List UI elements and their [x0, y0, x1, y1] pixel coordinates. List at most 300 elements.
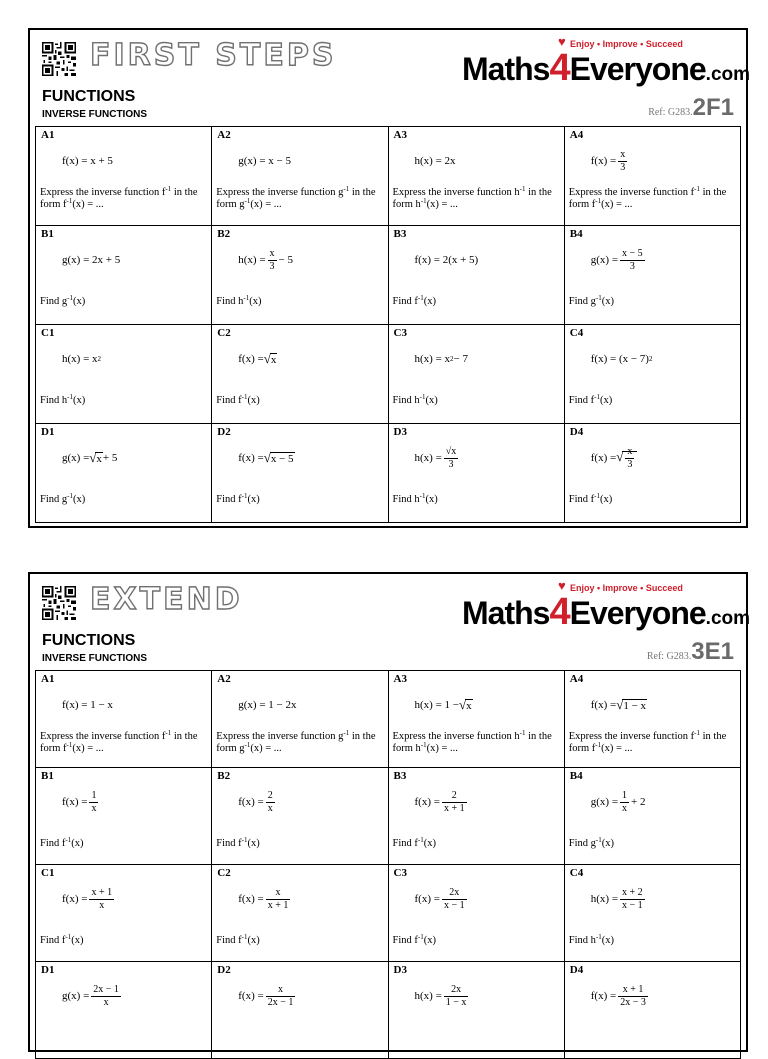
- superscript: -1: [417, 294, 424, 302]
- math-text: f(x) =: [238, 990, 264, 1002]
- square-root: [89, 450, 103, 466]
- heart-icon: ♥: [558, 578, 566, 593]
- question-task: [216, 494, 385, 506]
- math-text: Find f: [40, 935, 66, 946]
- math-text: Find f: [392, 838, 418, 849]
- numerator: 2x − 1: [93, 984, 119, 995]
- question-label: B2: [217, 228, 231, 240]
- math-text: h(x) =: [590, 893, 619, 905]
- question-cell: [212, 865, 388, 962]
- function-definition: [591, 782, 646, 822]
- reference-label: Ref: G283.: [648, 107, 693, 118]
- math-text: f(x) = 2(x + 5): [414, 254, 479, 266]
- function-definition: [238, 782, 276, 822]
- math-text: Find g: [40, 494, 68, 505]
- math-text: (x): [425, 395, 438, 406]
- question-label: C4: [569, 867, 584, 879]
- question-label: D3: [393, 964, 407, 976]
- math-text: Find f: [568, 395, 595, 406]
- superscript: -1: [595, 197, 602, 206]
- question-task: [393, 296, 562, 308]
- numerator: x: [266, 984, 296, 997]
- logo-wordmark: [462, 49, 750, 87]
- math-text: (x): [599, 395, 613, 406]
- denominator: 3: [269, 260, 275, 272]
- superscript: -1: [594, 492, 600, 500]
- fraction: [444, 984, 469, 1008]
- question-label: D1: [41, 426, 55, 438]
- function-definition: h(x) = x 2 − 7: [414, 353, 468, 365]
- math-text: (x) = ...: [72, 199, 104, 211]
- question-cell: [36, 768, 212, 865]
- question-label: A4: [569, 673, 584, 685]
- math-text: f(x) =: [414, 893, 440, 905]
- math-text: (x): [423, 838, 436, 849]
- question-cell: [212, 226, 388, 325]
- square-root: [264, 351, 278, 367]
- superscript: -1: [241, 492, 248, 500]
- numerator: x: [627, 446, 633, 457]
- question-label: B3: [393, 228, 407, 240]
- math-text: in the form f: [568, 731, 727, 755]
- question-task: [393, 494, 562, 506]
- math-text: (x) = ...: [72, 743, 104, 755]
- function-definition: [415, 438, 461, 478]
- superscript: -1: [241, 393, 248, 401]
- question-label: A1: [41, 673, 55, 685]
- numerator: x − 5: [622, 248, 643, 259]
- math-text: g(x) = 1 − 2x: [238, 699, 297, 711]
- question-task: [393, 187, 562, 211]
- math-text: (x): [247, 395, 260, 406]
- math-text: (x): [247, 935, 260, 946]
- math-text: − 5: [278, 254, 293, 266]
- superscript: -1: [595, 933, 602, 941]
- question-task: [393, 731, 562, 755]
- superscript: -1: [519, 729, 526, 737]
- math-text: in the form g: [216, 731, 376, 755]
- math-text: f(x) =: [590, 990, 617, 1002]
- math-text: Find h: [216, 296, 244, 307]
- question-cell: [565, 962, 741, 1059]
- question-cell: [36, 424, 212, 523]
- question-label: B1: [41, 770, 54, 782]
- function-definition: [591, 879, 647, 919]
- reference-code: 3E1: [691, 638, 734, 665]
- question-grid: [35, 126, 741, 523]
- superscript: -1: [694, 729, 700, 737]
- fraction: [89, 887, 114, 911]
- fraction: [442, 790, 467, 814]
- fraction: [620, 248, 645, 272]
- question-cell: [212, 768, 388, 865]
- function-definition: [62, 240, 120, 280]
- function-definition: [591, 438, 638, 478]
- function-definition: [62, 976, 123, 1016]
- function-definition: [415, 976, 471, 1016]
- question-cell: [212, 127, 388, 226]
- question-label: A2: [217, 673, 231, 685]
- question-grid: [35, 670, 741, 1059]
- fraction: [444, 446, 459, 470]
- question-task: [569, 935, 738, 947]
- math-text: f(x) =: [238, 353, 264, 365]
- qr-code-icon: [42, 42, 76, 76]
- superscript: -1: [595, 836, 602, 844]
- numerator: 2: [442, 790, 467, 803]
- math-text: in the form f: [40, 187, 198, 211]
- math-text: Find f: [216, 494, 242, 505]
- subtopic-title: INVERSE FUNCTIONS: [42, 653, 148, 664]
- question-label: D1: [41, 964, 55, 976]
- function-definition: [62, 685, 113, 725]
- math-text: (x): [247, 838, 260, 849]
- math-text: Find f: [40, 838, 66, 849]
- math-text: h(x) = x: [62, 353, 98, 365]
- math-text: Find f: [216, 395, 242, 406]
- question-task: [216, 296, 385, 308]
- superscript: -1: [241, 836, 248, 844]
- math-text: Find g: [568, 296, 596, 307]
- math-text: (x) = ...: [426, 743, 458, 755]
- function-definition: [238, 141, 291, 181]
- math-text: g(x) = x − 5: [238, 155, 291, 167]
- math-text: Find g: [568, 838, 596, 849]
- fraction: [89, 790, 98, 814]
- math-text: Express the inverse function h: [392, 187, 520, 198]
- fraction: [91, 984, 121, 1008]
- math-text: (x): [599, 494, 613, 505]
- superscript: -1: [595, 741, 602, 750]
- question-cell: [36, 962, 212, 1059]
- math-text: (x): [601, 296, 614, 307]
- question-task: [40, 494, 209, 506]
- math-text: Find h: [392, 494, 420, 505]
- question-cell: [36, 127, 212, 226]
- square-root: [264, 450, 295, 466]
- level-banner: FIRST STEPS: [90, 38, 337, 73]
- radical-sign: √: [616, 448, 624, 464]
- question-label: C3: [393, 327, 407, 339]
- math-text: g(x) =: [62, 452, 90, 464]
- question-cell: [389, 962, 565, 1059]
- question-cell: [36, 671, 212, 768]
- function-definition: [238, 240, 293, 280]
- function-definition: [62, 879, 116, 919]
- superscript: -1: [67, 393, 73, 401]
- math-text: Express the inverse function f: [40, 731, 166, 742]
- superscript: -1: [594, 393, 600, 401]
- radical-sign: √: [263, 450, 271, 465]
- numerator: 1: [622, 790, 628, 801]
- math-text: Express the inverse function f: [568, 187, 695, 198]
- question-label: D2: [217, 964, 231, 976]
- denominator: x: [91, 802, 97, 814]
- question-task: [569, 731, 738, 755]
- question-label: C4: [569, 327, 584, 339]
- math-text: h(x) =: [414, 452, 442, 464]
- topic-title: FUNCTIONS: [42, 88, 136, 105]
- math-text: h(x) = x: [414, 353, 451, 365]
- function-definition: [415, 782, 469, 822]
- denominator: x: [103, 996, 109, 1008]
- math-text: g(x) =: [590, 796, 619, 808]
- logo-tld: .com: [705, 608, 751, 629]
- math-text: Express the inverse function f: [40, 187, 166, 198]
- math-text: (x) = ...: [426, 199, 458, 211]
- superscript: -1: [419, 492, 426, 500]
- math-text: (x): [72, 296, 86, 307]
- math-text: Express the inverse function g: [216, 187, 344, 198]
- math-text: Express the inverse function h: [392, 731, 520, 742]
- superscript: -1: [417, 836, 424, 844]
- math-text: Express the inverse function f: [568, 731, 695, 742]
- question-task: [40, 187, 209, 211]
- math-text: (x): [72, 395, 86, 406]
- question-task: [569, 296, 738, 308]
- denominator: x: [267, 802, 273, 814]
- question-task: [393, 935, 562, 947]
- fraction: [266, 790, 275, 814]
- reference-code: 2F1: [692, 94, 734, 121]
- math-text: f(x) = (x − 7): [590, 353, 649, 365]
- logo-everyone: Everyone: [569, 51, 706, 87]
- square-root: [616, 697, 647, 713]
- math-text: (x): [71, 935, 84, 946]
- question-task: [569, 494, 738, 506]
- math-text: f(x) =: [238, 796, 264, 808]
- denominator: x + 1: [267, 899, 289, 911]
- maths4everyone-logo: [462, 34, 751, 89]
- fraction: [442, 887, 467, 911]
- superscript: -1: [343, 729, 350, 737]
- numerator: x + 1: [91, 887, 113, 898]
- math-text: (x): [601, 838, 614, 849]
- superscript: -1: [165, 185, 172, 193]
- worksheet-header: [30, 30, 751, 126]
- function-definition: h(x) = x 2: [62, 353, 102, 365]
- radicand: x: [466, 700, 472, 712]
- question-cell: [565, 127, 741, 226]
- fraction: [625, 446, 634, 470]
- denominator: 3: [629, 260, 635, 272]
- numerator: x: [620, 149, 626, 160]
- superscript: -1: [65, 836, 72, 844]
- math-text: in the form f: [40, 731, 198, 755]
- math-text: Find h: [392, 395, 420, 406]
- math-text: + 5: [102, 452, 118, 464]
- denominator: x − 1: [443, 899, 465, 911]
- logo-four: 4: [549, 591, 570, 633]
- fraction: [618, 984, 648, 1008]
- math-text: f(x) =: [414, 796, 440, 808]
- function-definition: [62, 141, 113, 181]
- math-text: Find f: [568, 494, 595, 505]
- math-text: g(x) =: [590, 254, 619, 266]
- worksheet-reference: [647, 638, 734, 666]
- topic-title: FUNCTIONS: [42, 632, 136, 649]
- question-cell: [36, 865, 212, 962]
- question-cell: [212, 671, 388, 768]
- math-text: (x): [247, 494, 260, 505]
- question-task: [393, 395, 562, 407]
- numerator: √x: [445, 446, 457, 457]
- question-label: C2: [217, 867, 231, 879]
- radicand: x − 5: [270, 453, 294, 465]
- math-text: (x): [423, 935, 436, 946]
- math-text: f(x) =: [590, 452, 617, 464]
- numerator: x + 2: [622, 887, 643, 898]
- math-text: (x): [423, 296, 436, 307]
- question-label: A3: [393, 129, 407, 141]
- radicand: 1 − x: [623, 700, 647, 712]
- question-task: [40, 935, 209, 947]
- math-text: f(x) = 1 − x: [62, 699, 113, 711]
- worksheet: [28, 572, 751, 1052]
- numerator: x: [269, 248, 275, 259]
- question-cell: [565, 865, 741, 962]
- question-label: C3: [393, 867, 407, 879]
- math-text: Find g: [40, 296, 68, 307]
- superscript: -1: [595, 294, 602, 302]
- function-definition: [238, 976, 297, 1016]
- question-task: [40, 838, 209, 850]
- function-definition: [591, 240, 647, 280]
- numerator: x: [266, 887, 291, 900]
- radicand: x: [270, 354, 277, 366]
- fraction: [620, 887, 645, 911]
- math-text: Find f: [392, 296, 418, 307]
- question-label: C2: [217, 327, 231, 339]
- math-text: in the form g: [216, 187, 376, 211]
- function-definition: [591, 141, 629, 181]
- denominator: 3: [448, 458, 454, 470]
- question-cell: [565, 768, 741, 865]
- worksheet-reference: [648, 94, 734, 122]
- math-text: (x): [425, 494, 438, 505]
- function-definition: [591, 685, 647, 725]
- math-text: Find f: [216, 838, 242, 849]
- question-cell: [389, 424, 565, 523]
- question-cell: [212, 424, 388, 523]
- math-text: Find f: [392, 935, 418, 946]
- question-task: [216, 395, 385, 407]
- math-text: in the form f: [568, 187, 727, 211]
- question-cell: [36, 325, 212, 424]
- superscript: -1: [420, 197, 427, 206]
- math-text: (x): [249, 296, 262, 307]
- function-definition: [238, 879, 292, 919]
- fraction: [266, 887, 291, 911]
- superscript: -1: [694, 185, 700, 193]
- superscript: -1: [66, 741, 73, 750]
- maths4everyone-logo: [462, 578, 751, 633]
- superscript: -1: [66, 197, 73, 206]
- question-task: [216, 935, 385, 947]
- radicand: x: [96, 453, 102, 465]
- math-text: h(x) =: [238, 254, 266, 266]
- level-banner: EXTEND: [90, 582, 243, 617]
- denominator: 2x − 1: [267, 996, 294, 1008]
- question-label: A3: [393, 673, 407, 685]
- question-task: [569, 187, 738, 211]
- question-label: A2: [217, 129, 231, 141]
- radical-sign: √: [263, 351, 271, 366]
- function-definition: [238, 438, 294, 478]
- function-definition: f(x) = (x − 7) 2: [590, 353, 653, 365]
- superscript: -1: [519, 185, 526, 193]
- math-text: + 2: [631, 796, 646, 808]
- numerator: 2x: [444, 984, 469, 997]
- function-definition: [415, 879, 469, 919]
- function-definition: [415, 141, 456, 181]
- logo-maths: Maths: [462, 51, 550, 87]
- function-definition: [591, 976, 650, 1016]
- math-text: Find f: [216, 935, 242, 946]
- math-text: f(x) = x + 5: [62, 155, 113, 167]
- math-text: (x) = ...: [601, 199, 633, 211]
- numerator: 2x: [442, 887, 467, 900]
- function-definition: [415, 685, 473, 725]
- fraction: [618, 149, 627, 173]
- denominator: x − 1: [622, 899, 643, 911]
- radical-sign: √: [89, 450, 97, 465]
- denominator: x: [99, 899, 105, 911]
- math-text: g(x) = 2x + 5: [62, 254, 121, 266]
- numerator: x + 1: [618, 984, 648, 997]
- math-text: f(x) =: [238, 452, 264, 464]
- question-label: D3: [393, 426, 407, 438]
- denominator: 2x − 3: [620, 996, 646, 1008]
- math-text: Express the inverse function g: [216, 731, 344, 742]
- radical-sign: √: [616, 697, 624, 712]
- question-label: C1: [41, 867, 55, 879]
- superscript: -1: [241, 933, 248, 941]
- question-cell: [212, 962, 388, 1059]
- function-definition: [415, 240, 479, 280]
- math-text: f(x) =: [590, 155, 617, 167]
- logo-tagline: Enjoy • Improve • Succeed: [570, 39, 683, 49]
- math-text: Find h: [568, 935, 596, 946]
- math-text: f(x) =: [590, 699, 617, 711]
- question-task: [40, 731, 209, 755]
- math-text: h(x) =: [414, 990, 442, 1002]
- math-text: (x) = ...: [250, 743, 282, 755]
- question-task: [393, 838, 562, 850]
- math-text: f(x) =: [62, 796, 88, 808]
- question-cell: [36, 226, 212, 325]
- square-root: [616, 446, 637, 470]
- question-label: D2: [217, 426, 231, 438]
- worksheet-header: [30, 574, 751, 670]
- superscript: -1: [343, 185, 350, 193]
- math-text: Find h: [40, 395, 68, 406]
- logo-everyone: Everyone: [569, 595, 706, 631]
- question-label: D4: [569, 426, 584, 438]
- question-label: B4: [569, 228, 583, 240]
- question-label: B2: [217, 770, 231, 782]
- question-label: B1: [41, 228, 54, 240]
- question-task: [40, 395, 209, 407]
- logo-wordmark: [462, 593, 750, 631]
- math-text: (x): [72, 494, 86, 505]
- question-cell: [565, 226, 741, 325]
- superscript: -1: [244, 741, 251, 750]
- radical-sign: √: [458, 697, 467, 712]
- logo-maths: Maths: [462, 595, 550, 631]
- superscript: -1: [419, 393, 426, 401]
- question-label: D4: [569, 964, 584, 976]
